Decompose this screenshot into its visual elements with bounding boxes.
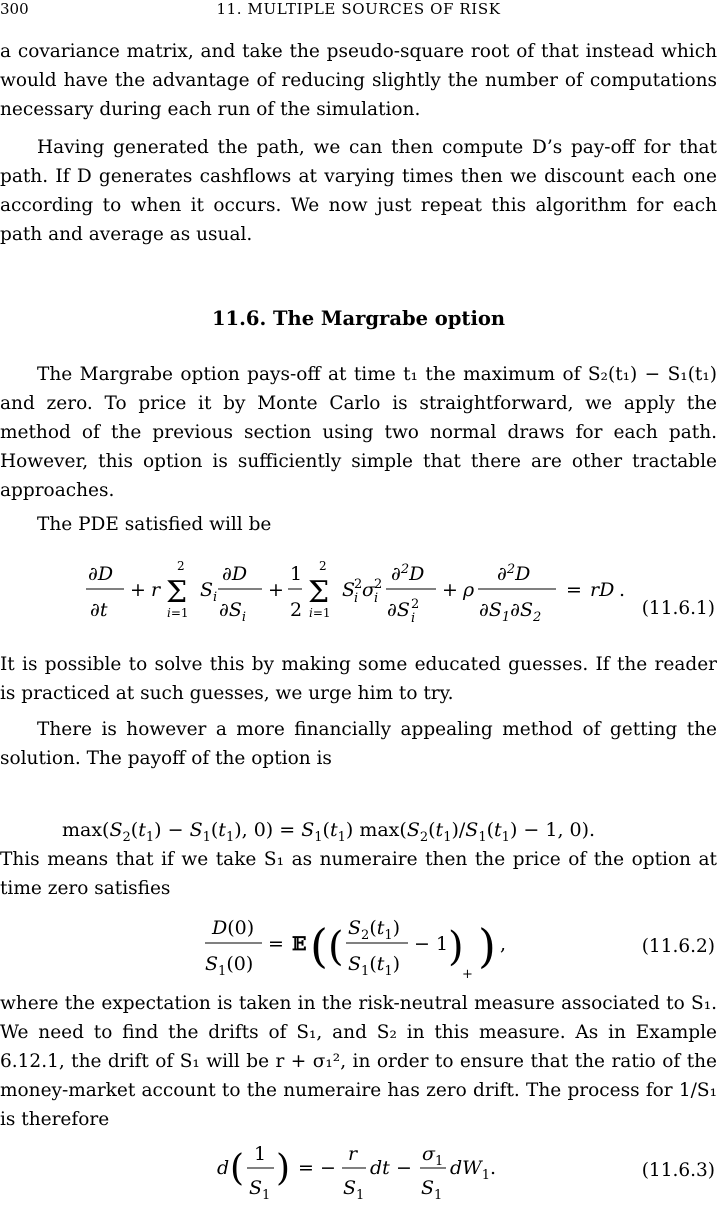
paragraph-1: a covariance matrix, and take the pseudo-square root of that instead which would have the advantage of reducing slightly the number of computations necessary during each run of the simulation. [0, 41, 717, 120]
svg-text:,: , [500, 933, 507, 955]
paragraph-8: where the expectation is taken in the risk-neutral measure associated to S₁. We need to find the drifts of S₁, and S₂ in this measure. As in Example 6.12.1, the drift of S₁ will be r + σ₁², in order to ensure that the ratio of the money-market account to the numeraire has zero drift. The process for 1/S₁ is therefore [0, 993, 717, 1130]
svg-text:D(0): D(0) [212, 917, 255, 939]
svg-text:r: r [151, 579, 161, 601]
svg-text:𝔼: 𝔼 [292, 933, 307, 955]
equation-11-6-3 [0, 1132, 717, 1204]
svg-text:2: 2 [374, 577, 383, 592]
svg-text:d: d [217, 1157, 230, 1179]
svg-text:i=1: i=1 [167, 606, 189, 620]
svg-text:+: + [462, 967, 473, 982]
svg-text:i: i [411, 611, 416, 626]
svg-text:2: 2 [319, 559, 327, 573]
svg-text:ρ: ρ [463, 579, 475, 601]
svg-text:+: + [130, 579, 146, 601]
svg-text:+: + [268, 579, 284, 601]
svg-text:S1(0): $S_1(0)$ [205, 953, 254, 979]
svg-text:): ) [448, 924, 464, 970]
svg-text:S1(t1): $S_1(t_1)$ [348, 953, 401, 979]
svg-text:=: = [268, 933, 284, 955]
svg-text:): ) [478, 919, 496, 973]
svg-text:dW1.: $dW_1$. [450, 1157, 497, 1183]
svg-text:2: 2 [354, 577, 363, 592]
svg-text:S1: $S_1$ [249, 1177, 271, 1203]
svg-text:1: 1 [290, 563, 303, 585]
svg-text:=: = [566, 579, 582, 601]
equation-payoff [0, 812, 717, 846]
equation-11-6-2-render [0, 906, 620, 986]
svg-text:∂2D: ∂$^2$D [497, 562, 531, 585]
paragraph-4: The PDE satisfied will be [37, 514, 272, 535]
paragraph-2: Having generated the path, we can then compute D’s pay-off for that path. If D generates cashflows at varying times then we discount each one according to when it occurs. We now just repeat this algorithm for each path and average as usual. [0, 137, 717, 245]
equation-11-6-3-render [0, 1132, 620, 1204]
svg-text:2: 2 [411, 597, 420, 612]
svg-text:(: ( [328, 924, 344, 970]
svg-text:+: + [442, 579, 458, 601]
svg-text:σ: σ [362, 579, 375, 601]
svg-text:(: ( [310, 919, 328, 973]
svg-text:(: ( [230, 1148, 245, 1189]
svg-text:S: S [342, 579, 356, 601]
running-title: 11. MULTIPLE SOURCES OF RISK [216, 0, 501, 18]
paragraph-6: There is however a more financially appealing method of getting the solution. The payoff of the option is [0, 719, 717, 769]
svg-text:): ) [276, 1148, 291, 1189]
equation-payoff-render [0, 812, 717, 846]
svg-text:∂2D: ∂$^2$D [391, 562, 425, 585]
svg-text:Σ: Σ [166, 575, 188, 610]
svg-text:= −: = − [298, 1157, 336, 1179]
svg-text:rD: rD [590, 579, 615, 601]
svg-text:.: . [619, 579, 626, 601]
svg-text:i=1: i=1 [309, 606, 331, 620]
svg-text:max(S2(t1) − S1(t1), 0) = S1(t: $\max(S_2(t_1) - S_1(t_1)$, $0) = S_1(t_1) \max(S_2(t_1)/S_1(t_1) - 1$, 0). [62, 819, 596, 845]
svg-text:∂Si: $\partial S_i$ [219, 599, 247, 625]
svg-text:S1: $S_1$ [421, 1177, 443, 1203]
svg-text:Si: $S_i$ [200, 579, 218, 605]
svg-text:− 1: − 1 [414, 933, 449, 955]
equation-11-6-1 [0, 548, 717, 633]
svg-text:S1: $S_1$ [343, 1177, 365, 1203]
equation-number-11-6-1: (11.6.1) [641, 598, 715, 619]
svg-text:2: 2 [177, 559, 185, 573]
page-header [0, 0, 717, 20]
svg-text:2: 2 [290, 599, 303, 621]
svg-text:Σ: Σ [308, 575, 330, 610]
svg-text:i: i [374, 591, 379, 606]
svg-text:∂D: ∂D [88, 563, 114, 585]
svg-text:∂D: ∂D [222, 563, 248, 585]
paragraph-5: It is possible to solve this by making some educated guesses. If the reader is practiced at such guesses, we urge him to try. [0, 654, 717, 704]
paragraph-7: This means that if we take S₁ as numeraire then the price of the option at time zero satisfies [0, 849, 717, 899]
svg-text:−: − [396, 1157, 412, 1179]
svg-text:∂S: ∂S [387, 599, 410, 621]
svg-text:dt: dt [370, 1157, 390, 1179]
svg-text:S2(t1): $S_2(t_1)$ [348, 917, 401, 943]
section-heading: 11.6. The Margrabe option [211, 307, 506, 330]
equation-11-6-2 [0, 906, 717, 986]
equation-number-11-6-2: (11.6.2) [641, 936, 715, 957]
svg-text:∂t: ∂t [90, 599, 108, 621]
svg-text:r: r [348, 1143, 358, 1165]
paragraph-3: The Margrabe option pays-off at time t₁ the maximum of S₂(t₁) − S₁(t₁) and zero. To price it by Monte Carlo is straightforward, we apply the method of the previous section using two normal draws for each path. However, this option is sufficiently simple that there are other tractable approaches. [0, 364, 717, 501]
svg-text:∂S1∂S2: $\partial S_1\partial S_2$ [479, 599, 542, 625]
equation-11-6-1-render [0, 548, 640, 633]
svg-text:1: 1 [254, 1143, 267, 1165]
equation-number-11-6-3: (11.6.3) [641, 1160, 715, 1181]
page-number: 300 [0, 0, 29, 18]
svg-text:i: i [354, 591, 359, 606]
svg-text:σ1: $\sigma_1$ [422, 1143, 444, 1169]
